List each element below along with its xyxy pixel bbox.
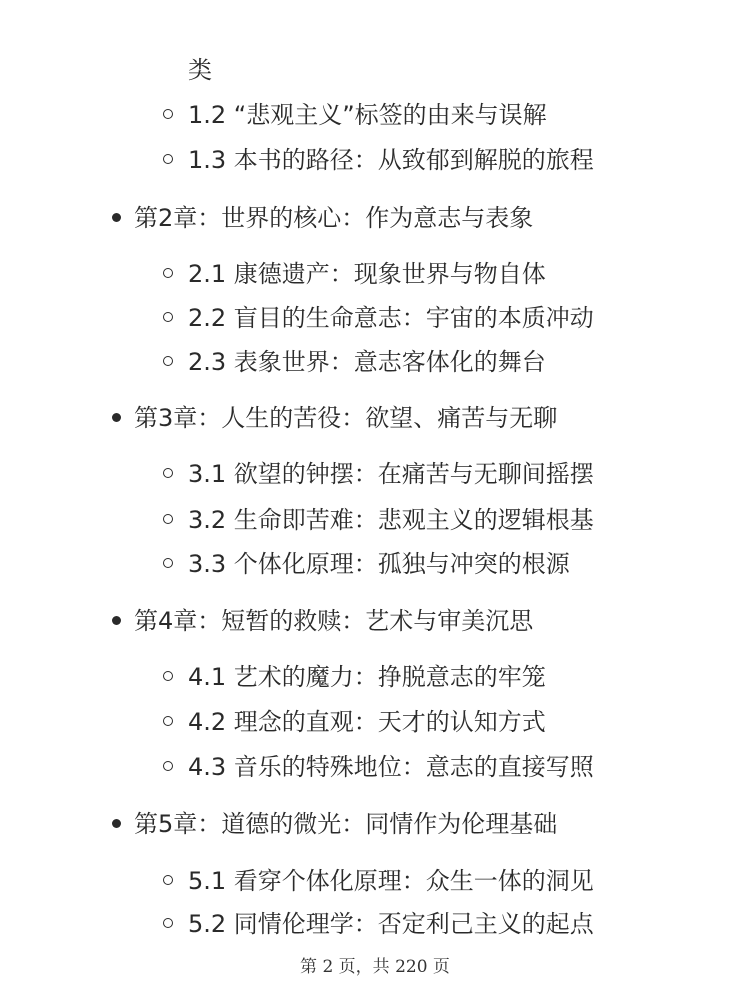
toc-continuation-line	[0, 52, 750, 88]
circle-bullet-icon	[163, 716, 173, 726]
circle-bullet-icon	[163, 875, 173, 885]
disc-bullet-icon	[112, 213, 121, 222]
toc-section-text: 3.3 个体化原理：孤独与冲突的根源	[188, 550, 570, 578]
toc-section-text: 3.1 欲望的钟摆：在痛苦与无聊间摇摆	[188, 460, 594, 488]
toc-section-text: 1.3 本书的路径：从致郁到解脱的旅程	[188, 146, 594, 174]
toc-section-text: 2.2 盲目的生命意志：宇宙的本质冲动	[188, 304, 594, 332]
toc-section-text: 5.1 看穿个体化原理：众生一体的洞见	[188, 867, 594, 895]
toc-section	[0, 300, 750, 336]
toc-section	[0, 704, 750, 740]
toc-section	[0, 906, 750, 942]
toc-chapter-title: 第5章：道德的微光：同情作为伦理基础	[134, 810, 558, 838]
circle-bullet-icon	[163, 312, 173, 322]
circle-bullet-icon	[163, 918, 173, 928]
toc-chapter-title: 第4章：短暂的救赎：艺术与审美沉思	[134, 607, 534, 635]
toc-section-text: 4.3 音乐的特殊地位：意志的直接写照	[188, 753, 594, 781]
toc-section-text: 1.2 “悲观主义”标签的由来与误解	[188, 101, 547, 129]
toc-chapter	[0, 200, 750, 236]
circle-bullet-icon	[163, 154, 173, 164]
disc-bullet-icon	[112, 819, 121, 828]
toc-chapter	[0, 806, 750, 842]
circle-bullet-icon	[163, 468, 173, 478]
circle-bullet-icon	[163, 761, 173, 771]
circle-bullet-icon	[163, 558, 173, 568]
toc-section	[0, 659, 750, 695]
toc-section-text: 3.2 生命即苦难：悲观主义的逻辑根基	[188, 506, 594, 534]
toc-section	[0, 749, 750, 785]
toc-continuation-text: 类	[188, 56, 212, 84]
toc-section	[0, 256, 750, 292]
toc-section-text: 2.1 康德遗产：现象世界与物自体	[188, 260, 546, 288]
circle-bullet-icon	[163, 268, 173, 278]
toc-chapter-title: 第3章：人生的苦役：欲望、痛苦与无聊	[134, 404, 558, 432]
toc-section	[0, 863, 750, 899]
toc-chapter-title: 第2章：世界的核心：作为意志与表象	[134, 204, 534, 232]
toc-section	[0, 502, 750, 538]
page-number-footer: 第 2 页，共 220 页	[300, 957, 450, 977]
circle-bullet-icon	[163, 514, 173, 524]
toc-section-text: 5.2 同情伦理学：否定利己主义的起点	[188, 910, 594, 938]
toc-section-text: 2.3 表象世界：意志客体化的舞台	[188, 348, 546, 376]
toc-chapter	[0, 400, 750, 436]
toc-section	[0, 142, 750, 178]
circle-bullet-icon	[163, 356, 173, 366]
circle-bullet-icon	[163, 109, 173, 119]
disc-bullet-icon	[112, 413, 121, 422]
disc-bullet-icon	[112, 616, 121, 625]
circle-bullet-icon	[163, 671, 173, 681]
toc-section-text: 4.2 理念的直观：天才的认知方式	[188, 708, 546, 736]
toc-section	[0, 546, 750, 582]
toc-section	[0, 344, 750, 380]
toc-section	[0, 97, 750, 133]
toc-chapter	[0, 603, 750, 639]
toc-section-text: 4.1 艺术的魔力：挣脱意志的牢笼	[188, 663, 546, 691]
toc-section	[0, 456, 750, 492]
